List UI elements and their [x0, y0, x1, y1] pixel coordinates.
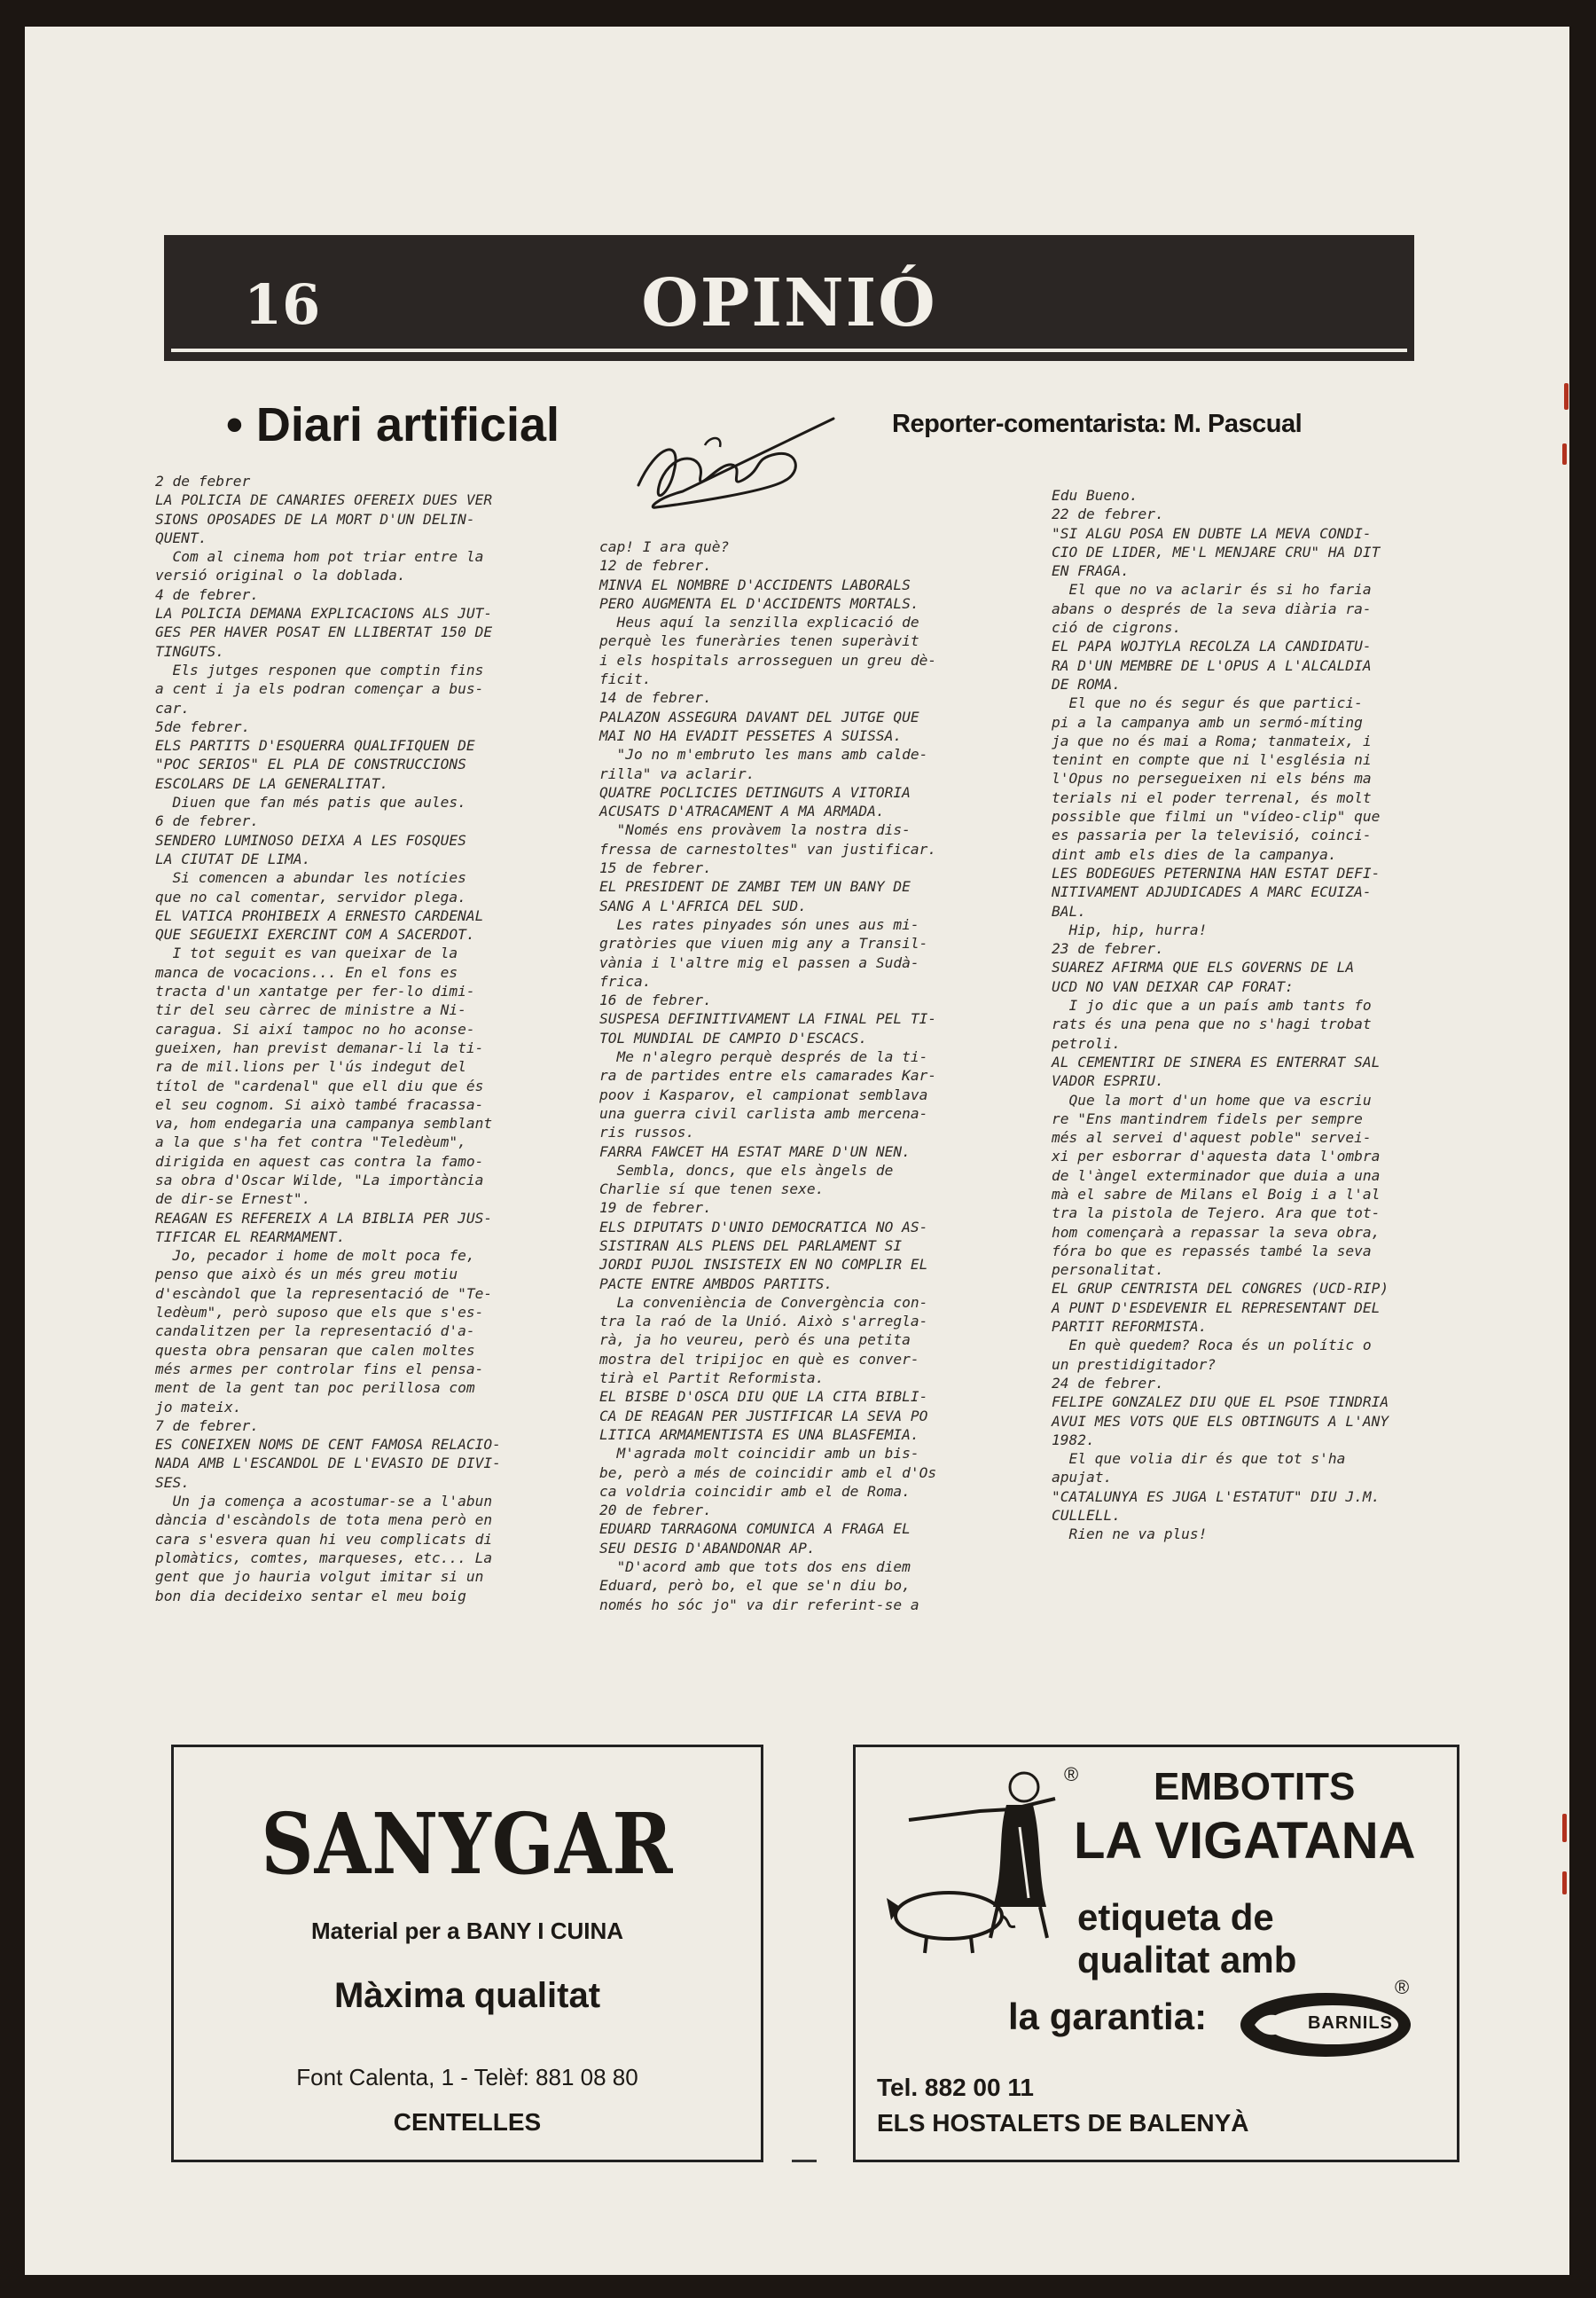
shepherd-and-pig-icon	[873, 1756, 1095, 1960]
binding-stitch	[1562, 443, 1567, 465]
vigatana-line-5: la garantia:	[1008, 1996, 1208, 2037]
section-header-bar	[164, 235, 1414, 361]
sanygar-town: CENTELLES	[393, 2108, 542, 2136]
registered-mark: ®	[1064, 1763, 1079, 1785]
article-byline: Reporter-comentarista: M. Pascual	[892, 410, 1303, 438]
section-title: OPINIÓ	[641, 265, 937, 341]
vigatana-line-2: LA VIGATANA	[1074, 1812, 1416, 1870]
sanygar-logo: SANYGAR	[261, 1795, 674, 1894]
vigatana-town: ELS HOSTALETS DE BALENYÀ	[877, 2109, 1249, 2137]
page-number: 16	[244, 272, 321, 337]
article-column-2: cap! I ara què? 12 de febrer. MINVA EL NOMBRE D'ACCIDENTS LABORALS PERO AUGMENTA EL D'ACCIDENTS MORTALS. Heus aquí la senzilla explicació de perquè les funeràries tenen superàvit i els hospitals arrosseguen un greu dè- ficit. 14 de febrer. PALAZON ASSEGURA DAVANT DEL JUTGE QUE MAI NO HA EVADIT PESSETES A SUISSA. "Jo no m'embruto les mans amb calde- rilla" va aclarir. QUATRE POCLICIES DETINGUTS A VITORIA ACUSATS D'ATRACAMENT A MA ARMADA. "Només ens provàvem la nostra dis- fressa de carnestoltes" van justificar. 15 de febrer. EL PRESIDENT DE ZAMBI TEM UN BANY DE SANG A L'AFRICA DEL SUD. Les rates pinyades són unes aus mi- gratòries que viuen mig any a Transil- vània i l'altre mig el passen a Sudà- frica. 16 de febrer. SUSPESA DEFINITIVAMENT LA FINAL PEL TI- TOL MUNDIAL DE CAMPIO D'ESCACS. Me n'alegro perquè després de la ti- ra de partides entre els camarades Kar- poov i Kasparov, el campionat semblava una guerra civil carlista amb mercena- ris russos. FARRA FAWCET HA ESTAT MARE D'UN NEN. Sembla, doncs, que els àngels de Charlie sí que tenen sexe. 19 de febrer. ELS DIPUTATS D'UNIO DEMOCRATICA NO AS- SISTIRAN ALS PLENS DEL PARLAMENT SI JORDI PUJOL INSISTEIX EN NO COMPLIR EL PACTE ENTRE AMBDOS PARTITS. La conveniència de Convergència con- tra la raó de la Unió. Això s'arregla- rà, ja ho veureu, però és una petita mostra del tripijoc en què es conver- tirà el Partit Reformista. EL BISBE D'OSCA DIU QUE LA CITA BIBLI- CA DE REAGAN PER JUSTIFICAR LA SEVA PO LITICA ARMAMENTISTA ES UNA BLASFEMIA. M'agrada molt coincidir amb un bis- be, però a més de coincidir amb el d'Os ca voldria coincidir amb el de Roma. 20 de febrer. EDUARD TARRAGONA COMUNICA A FRAGA EL SEU DESIG D'ABANDONAR AP. "D'acord amb que tots dos ens diem Eduard, però bo, el que se'n diu bo, només ho sóc jo" va dir referint-se a	[599, 538, 937, 1613]
article-column-3: Edu Bueno. 22 de febrer. "SI ALGU POSA EN DUBTE LA MEVA CONDI- CIO DE LIDER, ME'L MENJARE CRU" HA DIT EN FRAGA. El que no va aclarir és si ho faria abans o després de la seva diària ra- ció de cigrons. EL PAPA WOJTYLA RECOLZA LA CANDIDATU- RA D'UN MEMBRE DE L'OPUS A L'ALCALDIA DE ROMA. El que no és segur és que partici- pi a la campanya amb un sermó-míting ja que no és mai a Roma; tanmateix, i tenint en compte que ni l'església ni l'Opus no persegueixen ni els béns ma terials ni el poder terrenal, és molt possible que filmi un "vídeo-clip" que es passaria per la televisió, coinci- dint amb els dies de la campanya. LES BODEGUES PETERNINA HAN ESTAT DEFI- NITIVAMENT ADJUDICADES A MARC ECUIZA- BAL. Hip, hip, hurra! 23 de febrer. SUAREZ AFIRMA QUE ELS GOVERNS DE LA UCD NO VAN DEIXAR CAP FORAT: I jo dic que a un país amb tants fo rats és una pena que no s'hagi trobat petroli. AL CEMENTIRI DE SINERA ES ENTERRAT SAL VADOR ESPRIU. Que la mort d'un home que va escriu re "Ens mantindrem fidels per sempre més al servei d'aquest poble" servei- xi per esborrar d'aquesta data l'ombra de l'àngel exterminador que duia a una mà el sabre de Milans el Boig i a l'al tra la pistola de Tejero. Ara que tot- hom començarà a repassar la seva obra, fóra bo que es repassés també la seva personalitat. EL GRUP CENTRISTA DEL CONGRES (UCD-RIP) A PUNT D'ESDEVENIR EL REPRESENTANT DEL PARTIT REFORMISTA. En què quedem? Roca és un polític o un prestidigitador? 24 de febrer. FELIPE GONZALEZ DIU QUE EL PSOE TINDRIA AVUI MES VOTS QUE ELS OBTINGUTS A L'ANY 1982. El que volia dir és que tot s'ha apujat. "CATALUNYA ES JUGA L'ESTATUT" DIU J.M. CULLELL. Rien ne va plus!	[1052, 487, 1389, 1543]
barnils-badge-label: BARNILS	[1308, 2013, 1393, 2033]
author-signature	[621, 410, 842, 534]
vigatana-advertisement	[853, 1745, 1459, 2162]
sanygar-advertisement	[171, 1745, 763, 2162]
article-title: • Diari artificial	[226, 398, 560, 451]
binding-stitch	[1564, 383, 1569, 410]
vigatana-phone: Tel. 882 00 11	[877, 2074, 1034, 2101]
badge-registered-mark: ®	[1395, 1976, 1410, 1998]
vigatana-line-1: EMBOTITS	[1154, 1765, 1356, 1808]
vigatana-line-4: qualitat amb	[1077, 1939, 1297, 1980]
article-column-1: 2 de febrer LA POLICIA DE CANARIES OFEREIX DUES VER SIONS OPOSADES DE LA MORT D'UN DELIN- QUENT. Com al cinema hom pot triar entre la versió original o la doblada. 4 de febrer. LA POLICIA DEMANA EXPLICACIONS ALS JUT- GES PER HAVER POSAT EN LLIBERTAT 150 DE TINGUTS. Els jutges responen que comptin fins a cent i ja els podran començar a bus- car. 5de febrer. ELS PARTITS D'ESQUERRA QUALIFIQUEN DE "POC SERIOS" EL PLA DE CONSTRUCCIONS ESCOLARS DE LA GENERALITAT. Diuen que fan més patis que aules. 6 de febrer. SENDERO LUMINOSO DEIXA A LES FOSQUES LA CIUTAT DE LIMA. Si comencen a abundar les notícies que no cal comentar, servidor plega. EL VATICA PROHIBEIX A ERNESTO CARDENAL QUE SEGUEIXI EXERCINT COM A SACERDOT. I tot seguit es van queixar de la manca de vocacions... En el fons es tracta d'un xantatge per fer-lo dimi- tir del seu càrrec de ministre a Ni- caragua. Si així tampoc no ho aconse- gueixen, han previst demanar-li la ti- ra de mil.lions per l'ús indegut del títol de "cardenal" que ell diu que és el seu cognom. Si això també fracassa- va, hom endegaria una campanya semblant a la que s'ha fet contra "Teledèum", dirigida en aquest cas contra la famo- sa obra d'Oscar Wilde, "La importància de dir-se Ernest". REAGAN ES REFEREIX A LA BIBLIA PER JUS- TIFICAR EL REARMAMENT. Jo, pecador i home de molt poca fe, penso que això és un més greu motiu d'escàndol que la representació de "Te- ledèum", però suposo que els que s'es- candalitzen per la representació d'a- questa obra pensaran que calen moltes més armes per controlar fins el pensa- ment de la gent tan poc perillosa com jo mateix. 7 de febrer. ES CONEIXEN NOMS DE CENT FAMOSA RELACIO- NADA AMB L'ESCANDOL DE L'EVASIO DE DIVI- SES. Un ja comença a acostumar-se a l'abun dància d'escàndols de tota mena però en cara s'esvera quan hi veu complicats di plomàtics, comtes, marqueses, etc... La gent que jo hauria volgut imitar si un bon dia decideixo sentar el meu boig	[155, 473, 501, 1604]
vigatana-line-3: etiqueta de	[1077, 1896, 1274, 1938]
page-footer-dash	[792, 2160, 817, 2162]
sanygar-tagline: Material per a BANY I CUINA	[310, 1918, 624, 1944]
header-rule	[171, 349, 1407, 352]
binding-stitch	[1562, 1871, 1567, 1894]
sanygar-quality: Màxima qualitat	[333, 1976, 601, 2015]
sanygar-address: Font Calenta, 1 - Telèf: 881 08 80	[296, 2064, 638, 2090]
binding-stitch	[1562, 1814, 1567, 1842]
